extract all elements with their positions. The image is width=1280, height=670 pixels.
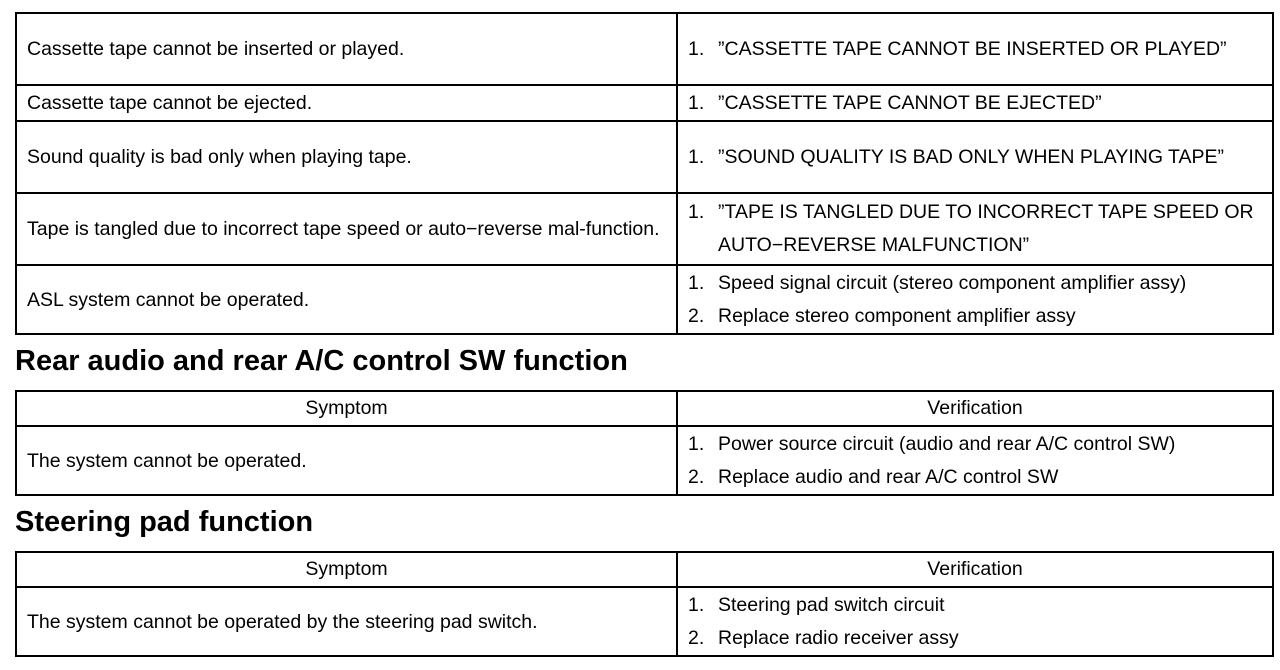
verification-header: Verification — [677, 552, 1273, 587]
verification-item — [688, 87, 1264, 120]
table-row — [16, 193, 1273, 265]
item-text: Speed signal circuit (stereo component amplifier assy) — [718, 271, 1187, 294]
verification-cell — [677, 265, 1273, 334]
verification-item — [688, 141, 1264, 174]
verification-cell — [677, 85, 1273, 121]
header-row — [16, 391, 1273, 426]
verification-item — [688, 267, 1264, 300]
item-text: Power source circuit (audio and rear A/C control SW) — [718, 432, 1176, 455]
item-number: 1. — [688, 201, 705, 223]
verification-cell — [677, 121, 1273, 193]
item-number: 1. — [688, 271, 705, 294]
table-row — [16, 587, 1273, 656]
section-heading-rear-audio: Rear audio and rear A/C control SW function — [15, 345, 628, 377]
item-number: 2. — [688, 304, 705, 327]
item-number: 2. — [688, 465, 705, 488]
verification-item — [688, 622, 1264, 655]
item-number: 1. — [688, 91, 705, 114]
troubleshooting-table-steering-pad — [15, 551, 1274, 657]
item-number: 1. — [688, 432, 705, 455]
symptom-cell: The system cannot be operated by the steering pad switch. — [16, 587, 677, 656]
item-text: Replace stereo component amplifier assy — [718, 304, 1076, 327]
table-row — [16, 121, 1273, 193]
table-row — [16, 426, 1273, 495]
verification-header: Verification — [677, 391, 1273, 426]
item-text: Steering pad switch circuit — [718, 593, 945, 616]
item-text: ”TAPE IS TANGLED DUE TO INCORRECT TAPE SPEED OR AUTO−REVERSE MALFUNCTION” — [718, 201, 1254, 256]
symptom-cell: ASL system cannot be operated. — [16, 265, 677, 334]
verification-cell — [677, 587, 1273, 656]
symptom-header: Symptom — [16, 552, 677, 587]
item-text: ”SOUND QUALITY IS BAD ONLY WHEN PLAYING TAPE” — [718, 145, 1225, 168]
item-text: Replace audio and rear A/C control SW — [718, 465, 1059, 488]
item-number: 2. — [688, 626, 705, 649]
item-text: Replace radio receiver assy — [718, 626, 959, 649]
item-text: ”CASSETTE TAPE CANNOT BE EJECTED” — [718, 91, 1102, 114]
symptom-cell: Cassette tape cannot be ejected. — [16, 85, 677, 121]
symptom-cell: Sound quality is bad only when playing tape. — [16, 121, 677, 193]
symptom-cell: The system cannot be operated. — [16, 426, 677, 495]
header-row — [16, 552, 1273, 587]
item-number: 1. — [688, 145, 705, 168]
verification-item — [688, 589, 1264, 622]
verification-item — [688, 300, 1264, 333]
table-row — [16, 85, 1273, 121]
verification-item — [688, 428, 1264, 461]
table-row — [16, 13, 1273, 85]
troubleshooting-table-rear-audio — [15, 390, 1274, 496]
verification-item — [688, 196, 1264, 262]
verification-cell — [677, 426, 1273, 495]
symptom-cell: Tape is tangled due to incorrect tape speed or auto−reverse mal-function. — [16, 193, 677, 265]
symptom-header: Symptom — [16, 391, 677, 426]
item-number: 1. — [688, 37, 705, 60]
section-heading-steering-pad: Steering pad function — [15, 506, 314, 538]
troubleshooting-table-audio — [15, 12, 1274, 335]
item-text: ”CASSETTE TAPE CANNOT BE INSERTED OR PLAYED” — [718, 37, 1227, 60]
item-number: 1. — [688, 593, 705, 616]
symptom-cell: Cassette tape cannot be inserted or played. — [16, 13, 677, 85]
table-row — [16, 265, 1273, 334]
verification-item — [688, 33, 1264, 66]
verification-item — [688, 461, 1264, 494]
verification-cell — [677, 13, 1273, 85]
verification-cell — [677, 193, 1273, 265]
